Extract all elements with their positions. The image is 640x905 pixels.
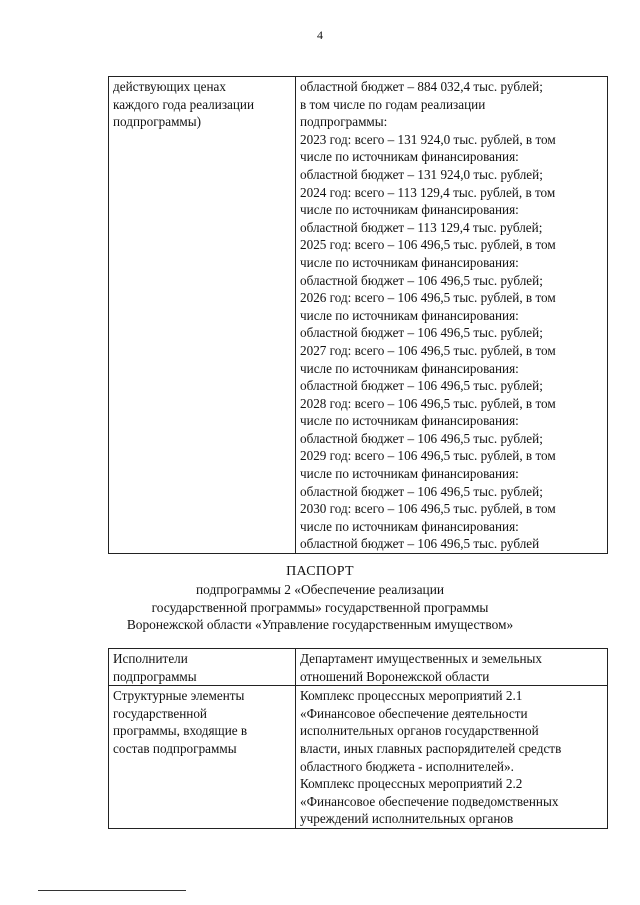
footnote-divider <box>38 890 186 891</box>
text-line: числе по источникам финансирования: <box>300 149 519 165</box>
table-cell-value <box>296 686 608 829</box>
text-line: 2026 год: всего – 106 496,5 тыс. рублей, в том <box>300 290 556 306</box>
text-line: областной бюджет – 106 496,5 тыс. рублей; <box>300 325 543 341</box>
text-line: числе по источникам финансирования: <box>300 413 519 429</box>
text-line: числе по источникам финансирования: <box>300 466 519 482</box>
text-line: областного бюджета - исполнителей». <box>300 758 514 774</box>
passport-title: ПАСПОРТ <box>286 564 354 579</box>
text-line: учреждений исполнительных органов <box>300 811 514 827</box>
text-line: областной бюджет – 113 129,4 тыс. рублей; <box>300 219 543 235</box>
text-line: подпрограммы <box>113 668 197 684</box>
text-line: 2025 год: всего – 106 496,5 тыс. рублей, в том <box>300 237 556 253</box>
text-line: каждого года реализации <box>113 96 255 112</box>
text-line: государственной <box>113 705 207 721</box>
text-line: Структурные элементы <box>113 688 245 704</box>
text-line: 2030 год: всего – 106 496,5 тыс. рублей, в том <box>300 501 556 517</box>
table-cell-value <box>296 649 608 686</box>
text-line: отношений Воронежской области <box>300 668 490 684</box>
passport-subtitle-line: государственной программы» государственной программы <box>151 599 489 615</box>
text-line: числе по источникам финансирования: <box>300 518 519 534</box>
text-line: Комплекс процессных мероприятий 2.2 <box>300 776 523 792</box>
text-line: 2024 год: всего – 113 129,4 тыс. рублей, в том <box>300 184 556 200</box>
table-cell-label <box>109 649 296 686</box>
table-cell-value <box>296 77 608 554</box>
table-row <box>109 77 608 554</box>
passport-subtitle-line: Воронежской области «Управление государственным имуществом» <box>126 617 514 633</box>
text-line: действующих ценах <box>113 79 226 94</box>
text-line: областной бюджет – 106 496,5 тыс. рублей; <box>300 483 543 499</box>
text-line: 2029 год: всего – 106 496,5 тыс. рублей, в том <box>300 448 556 464</box>
text-line: исполнительных органов государственной <box>300 723 539 739</box>
table-row <box>109 686 608 829</box>
text-line: 2023 год: всего – 131 924,0 тыс. рублей, в том <box>300 131 556 147</box>
text-line: подпрограммы: <box>300 114 388 130</box>
text-line: числе по источникам финансирования: <box>300 360 519 376</box>
text-line: числе по источникам финансирования: <box>300 307 519 323</box>
passport-table <box>108 648 608 829</box>
text-line: программы, входящие в <box>113 723 248 739</box>
passport-subtitle-line: подпрограммы 2 «Обеспечение реализации <box>195 581 445 597</box>
text-line: 2028 год: всего – 106 496,5 тыс. рублей, в том <box>300 395 556 411</box>
text-line: Департамент имущественных и земельных <box>300 651 542 666</box>
table-cell-label <box>109 686 296 829</box>
text-line: в том числе по годам реализации <box>300 96 486 112</box>
text-line: областной бюджет – 106 496,5 тыс. рублей; <box>300 378 543 394</box>
text-line: Комплекс процессных мероприятий 2.1 <box>300 688 523 704</box>
text-line: областной бюджет – 106 496,5 тыс. рублей; <box>300 272 543 288</box>
text-line: «Финансовое обеспечение подведомственных <box>300 793 559 809</box>
funding-table <box>108 76 608 554</box>
text-line: «Финансовое обеспечение деятельности <box>300 705 528 721</box>
passport-heading <box>0 563 640 634</box>
text-line: областной бюджет – 131 924,0 тыс. рублей; <box>300 166 543 182</box>
text-line: числе по источникам финансирования: <box>300 202 519 218</box>
text-line: власти, иных главных распорядителей средств <box>300 740 562 756</box>
table-row <box>109 649 608 686</box>
page-number: 4 <box>317 28 323 42</box>
table-cell-label <box>109 77 296 554</box>
text-line: 2027 год: всего – 106 496,5 тыс. рублей, в том <box>300 342 556 358</box>
text-line: Исполнители <box>113 651 188 666</box>
text-line: числе по источникам финансирования: <box>300 254 519 270</box>
text-line: областной бюджет – 884 032,4 тыс. рублей; <box>300 79 543 94</box>
text-line: подпрограммы) <box>113 114 202 130</box>
text-line: областной бюджет – 106 496,5 тыс. рублей; <box>300 430 543 446</box>
text-line: областной бюджет – 106 496,5 тыс. рублей <box>300 536 540 552</box>
text-line: состав подпрограммы <box>113 740 237 756</box>
